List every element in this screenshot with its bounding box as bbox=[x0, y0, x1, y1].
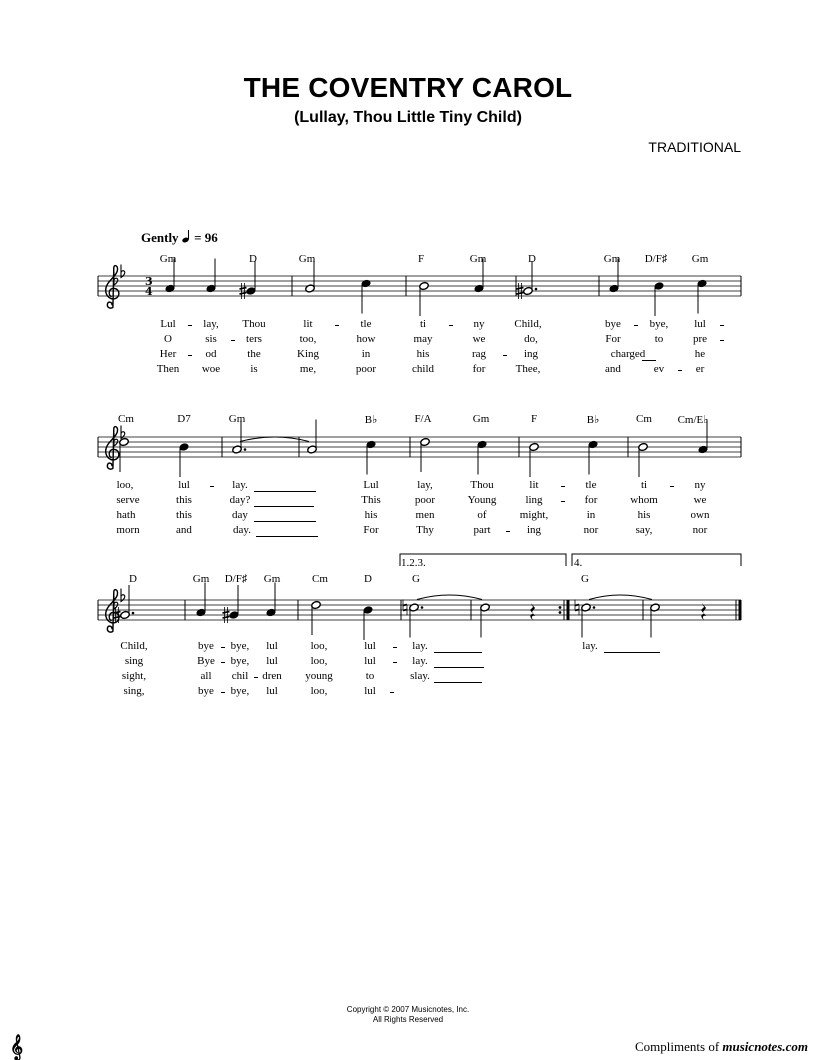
lyric-syllable-v1: ny bbox=[473, 318, 485, 330]
lyric-syllable-v4: day. bbox=[233, 524, 251, 536]
lyric-hyphen bbox=[210, 486, 214, 487]
lyric-syllable-v3: might, bbox=[519, 509, 549, 521]
lyric-hyphen bbox=[221, 647, 225, 648]
lyric-syllable-v4: and bbox=[176, 524, 192, 536]
lyric-syllable-v2: serve bbox=[116, 494, 140, 506]
chord-symbol: Cm bbox=[118, 413, 134, 425]
compliments-link[interactable] bbox=[635, 1039, 808, 1055]
chord-symbol: G bbox=[581, 573, 589, 585]
lyric-syllable-v3: men bbox=[415, 509, 435, 521]
lyric-syllable-v4: Thee, bbox=[515, 363, 541, 375]
lyric-syllable-v3: Her bbox=[159, 348, 177, 360]
lyric-syllable-v2: this bbox=[176, 494, 192, 506]
lyric-syllable-v2: sis bbox=[205, 333, 217, 345]
ending-label-2: 4. bbox=[574, 557, 583, 569]
lyric-syllable-v1: Lul bbox=[363, 479, 379, 491]
lyric-hyphen bbox=[561, 501, 565, 502]
lyric-syllable-v4: poor bbox=[355, 363, 377, 375]
lyric-hyphen bbox=[390, 692, 394, 693]
lyric-syllable-v4: ev bbox=[653, 363, 665, 375]
lyric-syllable-v1: bye, bbox=[230, 640, 250, 652]
lyric-syllable-v1: Thou bbox=[470, 479, 494, 491]
lyric-syllable-v4: lul bbox=[364, 685, 376, 697]
lyric-syllable-v1: Child, bbox=[514, 318, 542, 330]
lyric-hyphen bbox=[449, 325, 453, 326]
lyric-syllable-v3: charged bbox=[610, 348, 646, 360]
lyric-syllable-v3: in bbox=[361, 348, 371, 360]
lyric-syllable-v4: er bbox=[695, 363, 705, 375]
note bbox=[654, 281, 664, 316]
note bbox=[363, 605, 373, 640]
lyric-syllable-v1: lay, bbox=[417, 479, 433, 491]
lyric-extender-line bbox=[604, 652, 660, 653]
song-subtitle: (Lullay, Thou Little Tiny Child) bbox=[294, 109, 522, 126]
time-signature-numerator: 3 bbox=[145, 275, 153, 288]
lyric-syllable-v1: tle bbox=[360, 318, 372, 330]
lyric-syllable-v2: loo, bbox=[310, 655, 328, 667]
lyric-syllable-v1: lul bbox=[266, 640, 278, 652]
lyric-syllable-v1: Lul bbox=[160, 318, 176, 330]
note bbox=[638, 442, 648, 477]
lyric-hyphen bbox=[393, 662, 397, 663]
lyric-syllable-v3: the bbox=[247, 348, 261, 360]
lyric-hyphen bbox=[506, 531, 510, 532]
chord-symbol: B♭ bbox=[364, 414, 378, 426]
quarter-rest-icon bbox=[701, 603, 706, 620]
tempo-bpm: = 96 bbox=[194, 230, 218, 245]
lyric-syllable-v1: Thou bbox=[242, 318, 266, 330]
lyric-extender-line bbox=[434, 682, 482, 683]
lyric-syllable-v4: and bbox=[605, 363, 621, 375]
chord-symbol: Gm bbox=[691, 253, 709, 265]
lyric-syllable-v2: Young bbox=[467, 494, 497, 506]
lyric-syllable-v1: ti bbox=[419, 318, 427, 330]
lyric-syllable-v2: poor bbox=[414, 494, 436, 506]
treble-clef-icon bbox=[106, 266, 119, 308]
lyric-syllable-v3: ing bbox=[523, 348, 539, 360]
lyric-syllable-v2: This bbox=[361, 494, 381, 506]
lyric-syllable-v3: his bbox=[416, 348, 430, 360]
lyric-syllable-v3: to bbox=[365, 670, 375, 682]
note bbox=[311, 600, 321, 635]
note bbox=[119, 437, 129, 472]
lyric-syllable-v4: bye bbox=[198, 685, 214, 697]
lyric-syllable-v4: for bbox=[472, 363, 486, 375]
lyric-syllable-v1: bye bbox=[198, 640, 214, 652]
lyric-hyphen bbox=[231, 340, 235, 341]
lyric-syllable-v1: lul bbox=[364, 640, 376, 652]
note bbox=[179, 442, 189, 477]
lyric-syllable-v3: dren bbox=[262, 670, 282, 682]
lyric-syllable-v2: we bbox=[472, 333, 486, 345]
quarter-rest-icon bbox=[530, 603, 535, 620]
second-ending-bracket bbox=[572, 554, 741, 566]
lyric-syllable-v4: Thy bbox=[416, 524, 434, 536]
chord-symbol: D bbox=[129, 573, 137, 585]
lyric-syllable-v4: sing, bbox=[123, 685, 145, 697]
lyric-syllable-v2: do, bbox=[524, 333, 538, 345]
composer-credit: TRADITIONAL bbox=[648, 139, 741, 155]
chord-symbol: F/A bbox=[414, 413, 432, 425]
lyric-hyphen bbox=[720, 340, 724, 341]
lyric-syllable-v3: he bbox=[694, 348, 706, 360]
lyric-syllable-v2: O bbox=[164, 333, 172, 345]
lyric-syllable-v4: nor bbox=[692, 524, 708, 536]
lyric-syllable-v1: lay. bbox=[232, 479, 248, 491]
lyric-syllable-v2: ters bbox=[246, 333, 262, 345]
chord-symbol: F bbox=[530, 413, 538, 425]
lyric-hyphen bbox=[393, 647, 397, 648]
note bbox=[419, 281, 429, 316]
note bbox=[420, 437, 430, 472]
lyric-extender-line bbox=[642, 360, 656, 361]
chord-symbol: G bbox=[412, 573, 420, 585]
note bbox=[529, 442, 539, 477]
lyric-syllable-v3: all bbox=[200, 670, 212, 682]
lyric-syllable-v1: lit bbox=[529, 479, 539, 491]
lyric-syllable-v1: lay, bbox=[203, 318, 219, 330]
musicnotes-logo-icon: 𝄞 bbox=[10, 1034, 24, 1060]
lyric-hyphen bbox=[335, 325, 339, 326]
lyric-syllable-v3: sight, bbox=[121, 670, 147, 682]
lyric-syllable-v4: Then bbox=[156, 363, 180, 375]
lyric-extender-line bbox=[254, 521, 316, 522]
lyric-syllable-v4: me, bbox=[299, 363, 317, 375]
lyric-syllable-v1: lay. bbox=[582, 640, 598, 652]
chord-symbol: D bbox=[528, 253, 536, 265]
lyric-syllable-v3: in bbox=[586, 509, 596, 521]
lyric-syllable-v2: for bbox=[584, 494, 598, 506]
lyric-syllable-v3: rag bbox=[471, 348, 487, 360]
copyright-line-2: All Rights Reserved bbox=[372, 1015, 444, 1024]
note bbox=[246, 261, 256, 296]
lyric-syllable-v4: morn bbox=[116, 524, 140, 536]
lyric-syllable-v1: bye bbox=[605, 318, 621, 330]
lyric-syllable-v1: tle bbox=[585, 479, 597, 491]
lyric-hyphen bbox=[254, 677, 258, 678]
lyric-syllable-v2: to bbox=[654, 333, 664, 345]
chord-symbol: Gm bbox=[469, 253, 487, 265]
lyric-hyphen bbox=[634, 325, 638, 326]
lyric-syllable-v2: may bbox=[413, 333, 433, 345]
lyric-hyphen bbox=[678, 370, 682, 371]
lyric-syllable-v3: day bbox=[232, 509, 248, 521]
lyric-syllable-v1: lit bbox=[303, 318, 313, 330]
chord-symbol: Gm bbox=[472, 413, 490, 425]
lyric-hyphen bbox=[221, 692, 225, 693]
lyric-syllable-v2: we bbox=[693, 494, 707, 506]
chord-symbol: D bbox=[364, 573, 372, 585]
lyric-syllable-v2: ling bbox=[525, 494, 543, 506]
lyric-syllable-v4: loo, bbox=[310, 685, 328, 697]
chord-symbol: Cm bbox=[312, 573, 328, 585]
lyric-syllable-v2: lul bbox=[266, 655, 278, 667]
lyric-extender-line bbox=[434, 652, 482, 653]
lyric-syllable-v4: woe bbox=[201, 363, 221, 375]
copyright-line-1: Copyright © 2007 Musicnotes, Inc. bbox=[346, 1005, 470, 1014]
note bbox=[581, 595, 652, 638]
lyric-syllable-v2: sing bbox=[124, 655, 144, 667]
lyric-syllable-v4: say, bbox=[635, 524, 653, 536]
song-title: THE COVENTRY CAROL bbox=[243, 72, 573, 103]
lyric-syllable-v1: lul bbox=[178, 479, 190, 491]
lyric-extender-line bbox=[254, 506, 314, 507]
chord-symbol: Cm bbox=[636, 413, 652, 425]
chord-symbol: Gm bbox=[228, 413, 246, 425]
lyric-syllable-v3: King bbox=[297, 348, 319, 360]
lyric-syllable-v1: loo, bbox=[310, 640, 328, 652]
lyric-syllable-v1: lul bbox=[694, 318, 706, 330]
flat-icon bbox=[121, 426, 125, 439]
copyright-notice bbox=[0, 1005, 816, 1025]
lyric-hyphen bbox=[561, 486, 565, 487]
lyric-syllable-v3: od bbox=[205, 348, 217, 360]
treble-clef-icon bbox=[106, 590, 119, 632]
lyric-syllable-v3: hath bbox=[116, 509, 136, 521]
lyric-hyphen bbox=[188, 325, 192, 326]
lyric-syllable-v2: day? bbox=[229, 494, 251, 506]
compliments-brand: musicnotes.com bbox=[722, 1039, 808, 1054]
lyric-hyphen bbox=[188, 355, 192, 356]
lyric-syllable-v3: chil bbox=[231, 670, 249, 682]
lyric-syllable-v3: his bbox=[364, 509, 378, 521]
lyric-syllable-v3: slay. bbox=[410, 670, 430, 682]
lyric-hyphen bbox=[670, 486, 674, 487]
lyric-hyphen bbox=[720, 325, 724, 326]
tempo-word: Gently bbox=[141, 230, 179, 245]
lyric-hyphen bbox=[221, 662, 225, 663]
chord-symbol: D/F♯ bbox=[224, 573, 248, 585]
lyric-extender-line bbox=[256, 536, 318, 537]
chord-symbol: Gm bbox=[159, 253, 177, 265]
lyric-syllable-v3: own bbox=[690, 509, 710, 521]
flat-icon bbox=[121, 589, 125, 602]
lyric-hyphen bbox=[503, 355, 507, 356]
lyric-syllable-v1: lay. bbox=[412, 640, 428, 652]
note bbox=[229, 585, 239, 620]
lyric-syllable-v4: is bbox=[250, 363, 258, 375]
lyric-syllable-v1: ti bbox=[640, 479, 648, 491]
lyric-syllable-v1: bye, bbox=[649, 318, 669, 330]
chord-symbol: Gm bbox=[603, 253, 621, 265]
lyric-syllable-v2: how bbox=[356, 333, 376, 345]
lyric-syllable-v2: lul bbox=[364, 655, 376, 667]
lyric-extender-line bbox=[434, 667, 484, 668]
staff-system-3 bbox=[98, 600, 741, 620]
chord-symbol: B♭ bbox=[586, 414, 600, 426]
chord-symbol: Cm/E♭ bbox=[677, 414, 709, 426]
lyric-extender-line bbox=[254, 491, 316, 492]
chord-symbol: D7 bbox=[177, 413, 191, 425]
compliments-prefix: Compliments of bbox=[635, 1039, 723, 1054]
ending-label-1: 1.2.3. bbox=[401, 557, 426, 569]
lyric-syllable-v4: lul bbox=[266, 685, 278, 697]
note bbox=[523, 261, 538, 296]
chord-symbol: D/F♯ bbox=[644, 253, 668, 265]
lyric-syllable-v3: his bbox=[637, 509, 651, 521]
lyric-syllable-v3: this bbox=[176, 509, 192, 521]
lyric-syllable-v4: child bbox=[412, 363, 434, 375]
chord-symbol: D bbox=[249, 253, 257, 265]
natural-icon bbox=[575, 600, 579, 616]
lyric-syllable-v1: loo, bbox=[116, 479, 134, 491]
natural-icon bbox=[403, 600, 407, 616]
lyric-syllable-v2: whom bbox=[630, 494, 658, 506]
lyric-syllable-v3: young bbox=[305, 670, 333, 682]
lyric-syllable-v4: part bbox=[473, 524, 491, 536]
lyric-syllable-v2: pre bbox=[692, 333, 708, 345]
lyric-syllable-v1: Child, bbox=[120, 640, 148, 652]
lyric-syllable-v2: For bbox=[605, 333, 621, 345]
treble-clef-icon bbox=[106, 427, 119, 469]
chord-symbol: Gm bbox=[263, 573, 281, 585]
lyric-syllable-v1: ny bbox=[694, 479, 706, 491]
lyric-syllable-v2: lay. bbox=[412, 655, 428, 667]
lyric-syllable-v4: nor bbox=[583, 524, 599, 536]
lyric-syllable-v4: For bbox=[363, 524, 379, 536]
lyric-syllable-v4: ing bbox=[526, 524, 542, 536]
lyric-syllable-v2: bye, bbox=[230, 655, 250, 667]
time-signature-denominator: 4 bbox=[145, 285, 153, 298]
note bbox=[120, 585, 135, 620]
lyric-syllable-v4: bye, bbox=[230, 685, 250, 697]
chord-symbol: Gm bbox=[192, 573, 210, 585]
chord-symbol: Gm bbox=[298, 253, 316, 265]
chord-symbol: F bbox=[417, 253, 425, 265]
lyric-syllable-v3: of bbox=[477, 509, 487, 521]
flat-icon bbox=[121, 265, 125, 278]
lyric-syllable-v2: too, bbox=[299, 333, 317, 345]
lyric-syllable-v2: Bye bbox=[197, 655, 215, 667]
